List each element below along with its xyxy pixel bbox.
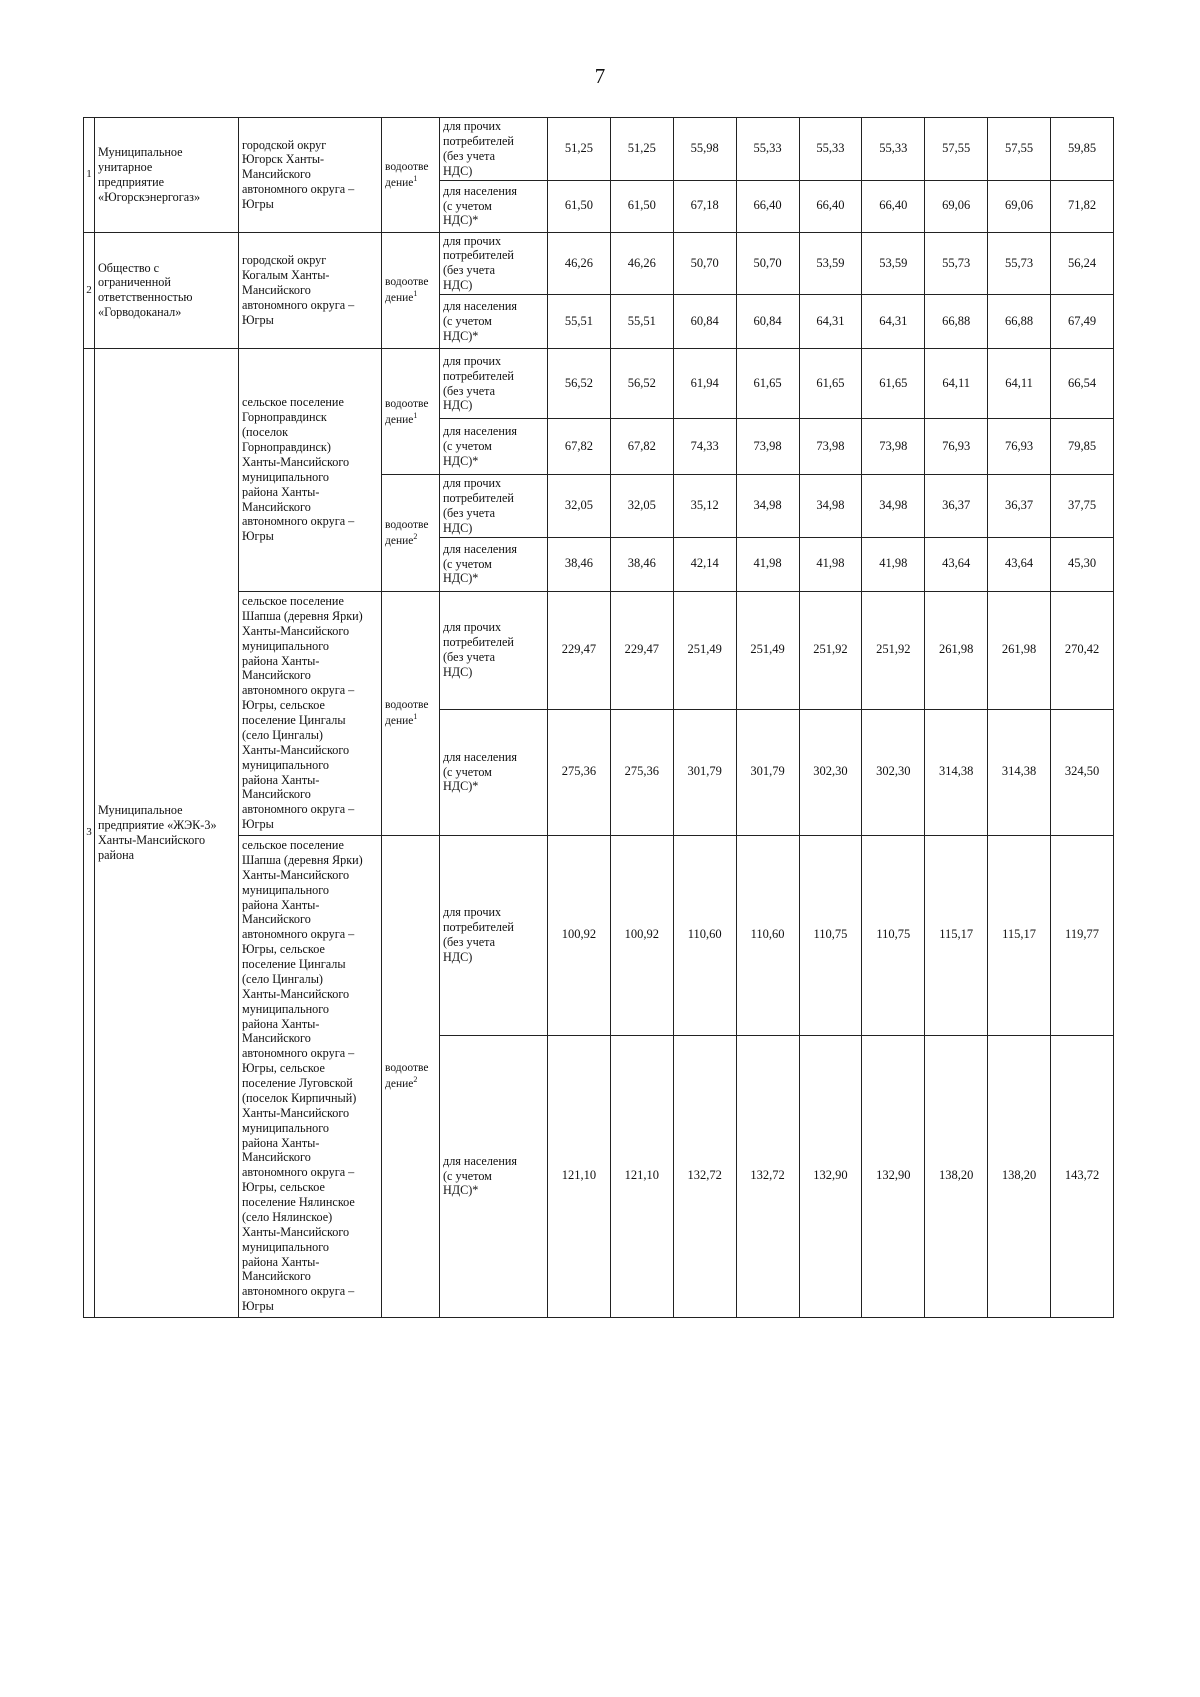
- tariff-value: 37,75: [1051, 475, 1114, 538]
- tariff-value: 66,88: [988, 295, 1051, 349]
- service-cell: [382, 835, 440, 1317]
- tariff-value: 229,47: [548, 591, 611, 709]
- territory-cell: [239, 591, 382, 835]
- tariff-value: 251,92: [799, 591, 862, 709]
- tariff-value: 110,75: [799, 835, 862, 1035]
- service-cell: [382, 591, 440, 835]
- service-cell: [382, 232, 440, 349]
- category-label: для населения (с учетом НДС)*: [443, 424, 517, 468]
- row-number: 1: [84, 118, 95, 233]
- tariff-value: 46,26: [548, 232, 611, 295]
- tariff-value: 61,65: [736, 349, 799, 419]
- service-label: [385, 1061, 436, 1091]
- tariff-value: 41,98: [799, 537, 862, 591]
- service-footnote-marker: 1: [413, 173, 418, 183]
- tariff-value: 71,82: [1051, 180, 1114, 232]
- tariff-value: 76,93: [988, 419, 1051, 475]
- tariff-value: 69,06: [988, 180, 1051, 232]
- category-label: для населения (с учетом НДС)*: [443, 299, 517, 343]
- service-label: [385, 698, 436, 728]
- service-cell: [382, 349, 440, 475]
- tariff-value: 115,17: [988, 835, 1051, 1035]
- tariff-value: 50,70: [736, 232, 799, 295]
- tariff-value: 324,50: [1051, 709, 1114, 835]
- tariff-value: 66,54: [1051, 349, 1114, 419]
- category-cell: [440, 475, 548, 538]
- tariff-value: 67,82: [548, 419, 611, 475]
- row-number: 2: [84, 232, 95, 349]
- service-text: водоотве дение: [385, 699, 429, 727]
- tariff-value: 314,38: [988, 709, 1051, 835]
- category-label: для населения (с учетом НДС)*: [443, 1153, 517, 1198]
- tariff-value: 251,49: [673, 591, 736, 709]
- tariff-value: 32,05: [548, 475, 611, 538]
- territory-cell: [239, 118, 382, 233]
- category-label: для населения (с учетом НДС)*: [443, 541, 517, 586]
- service-cell: [382, 475, 440, 592]
- tariff-value: 55,33: [736, 118, 799, 181]
- tariff-value: 41,98: [862, 537, 925, 591]
- tariff-value: 73,98: [799, 419, 862, 475]
- service-label: [385, 518, 436, 548]
- category-label: для прочих потребителей (без учета НДС): [443, 233, 514, 293]
- category-cell: [440, 180, 548, 232]
- tariff-value: 64,31: [862, 295, 925, 349]
- tariff-value: 61,65: [799, 349, 862, 419]
- service-label: [385, 275, 436, 305]
- tariff-value: 43,64: [988, 537, 1051, 591]
- tariff-value: 38,46: [548, 537, 611, 591]
- territory-name: городской округ Югорск Ханты- Мансийского автономного округа – Югры: [242, 137, 355, 212]
- tariff-value: 121,10: [548, 1035, 611, 1317]
- service-footnote-marker: 1: [413, 410, 418, 420]
- service-footnote-marker: 1: [413, 712, 418, 722]
- table-row: [84, 118, 1114, 181]
- category-label: для прочих потребителей (без учета НДС): [443, 476, 514, 535]
- tariff-value: 302,30: [799, 709, 862, 835]
- service-footnote-marker: 2: [413, 1075, 418, 1085]
- tariff-value: 59,85: [1051, 118, 1114, 181]
- tariff-value: 50,70: [673, 232, 736, 295]
- service-text: водоотве дение: [385, 1062, 429, 1090]
- tariff-value: 43,64: [925, 537, 988, 591]
- tariff-value: 301,79: [673, 709, 736, 835]
- page-number: 7: [594, 64, 606, 88]
- tariff-value: 261,98: [988, 591, 1051, 709]
- tariff-value: 60,84: [736, 295, 799, 349]
- tariff-value: 55,51: [610, 295, 673, 349]
- tariff-value: 132,72: [673, 1035, 736, 1317]
- territory-name: сельское поселение Шапша (деревня Ярки) Ханты-Мансийского муниципального района Ханты- Мансийского автономного округа – Югры, сельское поселение Цингалы (село Цингалы) Ханты-Мансийского муниципального района Ханты- Мансийского автономного округа – Югры, сельское поселение Луговской (поселок Кирпичный) Ханты-Мансийского муниципального района Ханты- Мансийского автономного округа – Югры, сельское поселение Нялинское (село Нялинское) Ханты-Мансийского муниципального района Ханты- Мансийского автономного округа – Югры: [242, 838, 363, 1314]
- tariff-value: 36,37: [988, 475, 1051, 538]
- tariff-value: 38,46: [610, 537, 673, 591]
- tariff-value: 138,20: [988, 1035, 1051, 1317]
- tariff-value: 51,25: [610, 118, 673, 181]
- tariff-value: 56,52: [548, 349, 611, 419]
- tariff-table: [83, 117, 1114, 1318]
- tariff-value: 132,90: [799, 1035, 862, 1317]
- service-text: водоотве дение: [385, 276, 429, 305]
- category-cell: [440, 537, 548, 591]
- tariff-value: 301,79: [736, 709, 799, 835]
- tariff-value: 56,24: [1051, 232, 1114, 295]
- organization-cell: [95, 232, 239, 349]
- tariff-value: 32,05: [610, 475, 673, 538]
- tariff-value: 35,12: [673, 475, 736, 538]
- category-cell: [440, 835, 548, 1035]
- tariff-value: 110,60: [673, 835, 736, 1035]
- territory-cell: [239, 835, 382, 1317]
- tariff-value: 36,37: [925, 475, 988, 538]
- tariff-value: 55,51: [548, 295, 611, 349]
- category-cell: [440, 419, 548, 475]
- service-text: водоотве дение: [385, 160, 429, 189]
- row-number: 3: [84, 349, 95, 1318]
- tariff-value: 115,17: [925, 835, 988, 1035]
- tariff-value: 76,93: [925, 419, 988, 475]
- organization-name: Муниципальное унитарное предприятие «Югорскэнергогаз»: [98, 145, 201, 204]
- category-cell: [440, 118, 548, 181]
- territory-cell: [239, 349, 382, 592]
- tariff-value: 66,40: [799, 180, 862, 232]
- tariff-value: 41,98: [736, 537, 799, 591]
- tariff-value: 261,98: [925, 591, 988, 709]
- service-text: водоотве дение: [385, 397, 429, 426]
- tariff-value: 74,33: [673, 419, 736, 475]
- tariff-value: 66,40: [862, 180, 925, 232]
- organization-cell: [95, 349, 239, 1318]
- tariff-value: 251,49: [736, 591, 799, 709]
- tariff-value: 143,72: [1051, 1035, 1114, 1317]
- tariff-value: 64,11: [925, 349, 988, 419]
- category-cell: [440, 709, 548, 835]
- tariff-value: 67,18: [673, 180, 736, 232]
- service-footnote-marker: 1: [413, 289, 418, 299]
- service-label: [385, 397, 436, 427]
- tariff-value: 66,40: [736, 180, 799, 232]
- tariff-value: 60,84: [673, 295, 736, 349]
- tariff-value: 64,31: [799, 295, 862, 349]
- tariff-value: 73,98: [736, 419, 799, 475]
- tariff-value: 55,73: [988, 232, 1051, 295]
- tariff-value: 79,85: [1051, 419, 1114, 475]
- category-cell: [440, 349, 548, 419]
- tariff-value: 53,59: [799, 232, 862, 295]
- table-row: [84, 835, 1114, 1035]
- tariff-value: 67,49: [1051, 295, 1114, 349]
- category-label: для прочих потребителей (без учета НДС): [443, 353, 514, 413]
- category-cell: [440, 1035, 548, 1317]
- tariff-value: 61,50: [610, 180, 673, 232]
- tariff-value: 275,36: [610, 709, 673, 835]
- tariff-value: 66,88: [925, 295, 988, 349]
- tariff-value: 61,94: [673, 349, 736, 419]
- tariff-value: 67,82: [610, 419, 673, 475]
- tariff-value: 64,11: [988, 349, 1051, 419]
- tariff-value: 100,92: [548, 835, 611, 1035]
- territory-name: городской округ Когалым Ханты- Мансийского автономного округа – Югры: [242, 253, 355, 327]
- tariff-value: 46,26: [610, 232, 673, 295]
- tariff-value: 251,92: [862, 591, 925, 709]
- category-label: для прочих потребителей (без учета НДС): [443, 119, 514, 178]
- category-label: для прочих потребителей (без учета НДС): [443, 905, 514, 964]
- organization-name: Муниципальное предприятие «ЖЭК-3» Ханты-Мансийского района: [98, 803, 217, 862]
- tariff-value: 42,14: [673, 537, 736, 591]
- category-label: для населения (с учетом НДС)*: [443, 183, 517, 228]
- tariff-value: 57,55: [988, 118, 1051, 181]
- tariff-value: 110,75: [862, 835, 925, 1035]
- category-cell: [440, 232, 548, 295]
- tariff-value: 100,92: [610, 835, 673, 1035]
- tariff-value: 53,59: [862, 232, 925, 295]
- tariff-value: 132,90: [862, 1035, 925, 1317]
- category-label: для прочих потребителей (без учета НДС): [443, 620, 514, 679]
- tariff-value: 34,98: [799, 475, 862, 538]
- tariff-value: 138,20: [925, 1035, 988, 1317]
- table-row: [84, 591, 1114, 709]
- tariff-value: 45,30: [1051, 537, 1114, 591]
- category-label: для населения (с учетом НДС)*: [443, 749, 517, 794]
- tariff-value: 314,38: [925, 709, 988, 835]
- tariff-value: 119,77: [1051, 835, 1114, 1035]
- tariff-value: 229,47: [610, 591, 673, 709]
- territory-name: сельское поселение Горноправдинск (поселок Горноправдинск) Ханты-Мансийского муниципального района Ханты- Мансийского автономного округа – Югры: [242, 395, 355, 544]
- tariff-value: 121,10: [610, 1035, 673, 1317]
- category-cell: [440, 295, 548, 349]
- organization-name: Общество с ограниченной ответственностью «Горводоканал»: [98, 260, 193, 320]
- tariff-value: 55,33: [862, 118, 925, 181]
- category-cell: [440, 591, 548, 709]
- table-row: [84, 232, 1114, 295]
- tariff-value: 61,50: [548, 180, 611, 232]
- tariff-value: 275,36: [548, 709, 611, 835]
- tariff-value: 57,55: [925, 118, 988, 181]
- territory-cell: [239, 232, 382, 349]
- table-row: [84, 349, 1114, 419]
- service-text: водоотве дение: [385, 518, 429, 547]
- service-footnote-marker: 2: [413, 531, 418, 541]
- tariff-value: 69,06: [925, 180, 988, 232]
- tariff-value: 56,52: [610, 349, 673, 419]
- tariff-value: 34,98: [862, 475, 925, 538]
- service-cell: [382, 118, 440, 233]
- tariff-value: 34,98: [736, 475, 799, 538]
- tariff-value: 110,60: [736, 835, 799, 1035]
- organization-cell: [95, 118, 239, 233]
- territory-name: сельское поселение Шапша (деревня Ярки) Ханты-Мансийского муниципального района Ханты- Мансийского автономного округа – Югры, сельское поселение Цингалы (село Цингалы) Ханты-Мансийского муниципального района Ханты- Мансийского автономного округа – Югры: [242, 594, 363, 832]
- tariff-value: 55,33: [799, 118, 862, 181]
- service-label: [385, 160, 436, 190]
- tariff-value: 270,42: [1051, 591, 1114, 709]
- tariff-value: 51,25: [548, 118, 611, 181]
- tariff-value: 132,72: [736, 1035, 799, 1317]
- tariff-value: 61,65: [862, 349, 925, 419]
- tariff-value: 55,98: [673, 118, 736, 181]
- tariff-value: 73,98: [862, 419, 925, 475]
- tariff-value: 55,73: [925, 232, 988, 295]
- tariff-value: 302,30: [862, 709, 925, 835]
